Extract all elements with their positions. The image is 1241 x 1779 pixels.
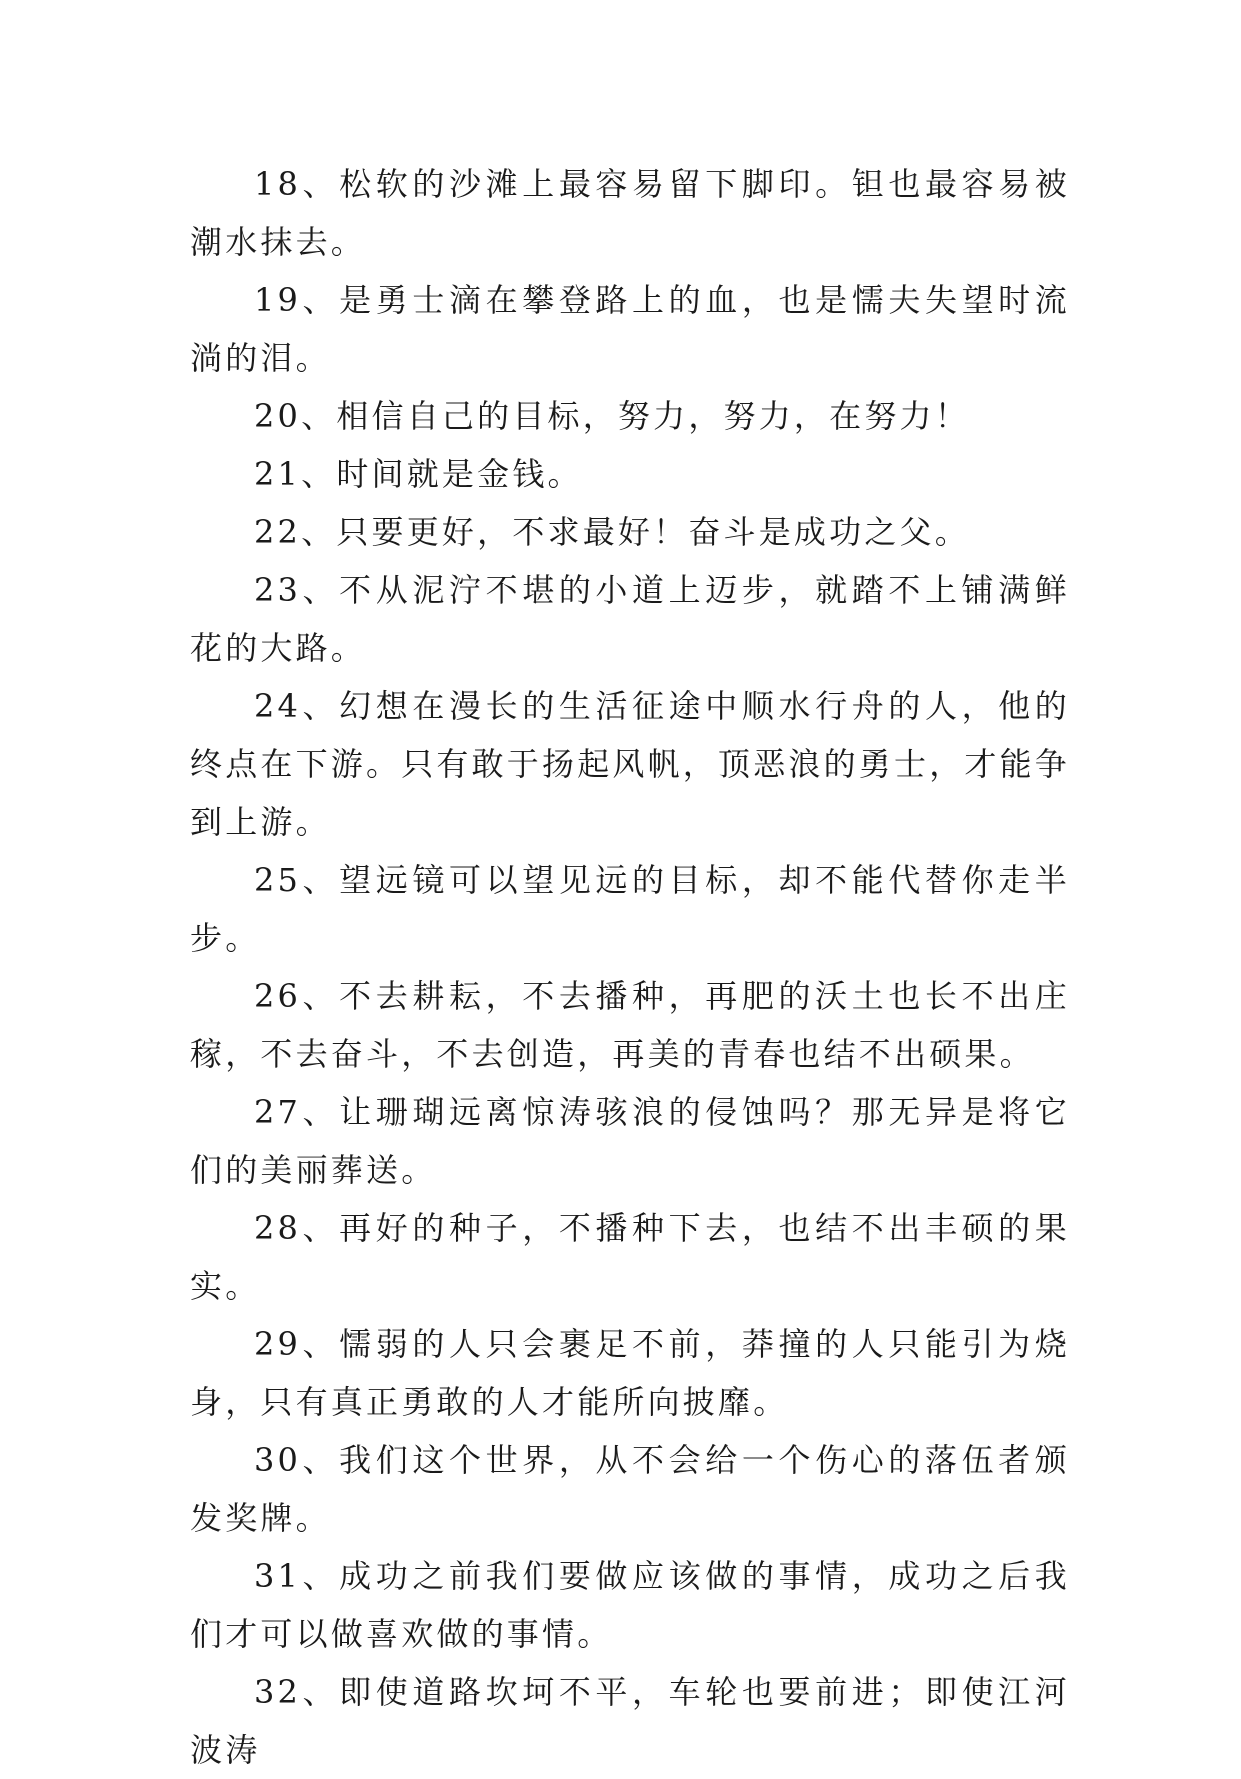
quote-paragraph-30: 30、我们这个世界，从不会给一个伤心的落伍者颁发奖牌。 [190,1441,1070,1537]
quote-paragraph-22: 22、只要更好，不求最好！奋斗是成功之父。 [254,513,970,551]
quote-paragraph-25: 25、望远镜可以望见远的目标，却不能代替你走半步。 [190,861,1070,957]
quote-paragraph-27: 27、让珊瑚远离惊涛骇浪的侵蚀吗？那无异是将它们的美丽葬送。 [190,1093,1070,1189]
quote-paragraph-20: 20、相信自己的目标，努力，努力，在努力！ [254,397,970,435]
document-body [190,155,1070,1779]
quote-paragraph-29: 29、懦弱的人只会裹足不前，莽撞的人只能引为烧身，只有真正勇敢的人才能所向披靡。 [190,1325,1070,1421]
quote-paragraph-21: 21、时间就是金钱。 [254,455,583,493]
quote-paragraph-18: 18、松软的沙滩上最容易留下脚印。钽也最容易被潮水抹去。 [190,165,1070,261]
quote-paragraph-26: 26、不去耕耘，不去播种，再肥的沃土也长不出庄稼，不去奋斗，不去创造，再美的青春也结不出硕果。 [190,977,1070,1073]
quote-paragraph-23: 23、不从泥泞不堪的小道上迈步，就踏不上铺满鲜花的大路。 [190,571,1070,667]
quote-paragraph-31: 31、成功之前我们要做应该做的事情，成功之后我们才可以做喜欢做的事情。 [190,1557,1070,1653]
quote-paragraph-28: 28、再好的种子，不播种下去，也结不出丰硕的果实。 [190,1209,1070,1305]
quote-paragraph-19: 19、是勇士滴在攀登路上的血，也是懦夫失望时流淌的泪。 [190,281,1070,377]
quote-paragraph-24: 24、幻想在漫长的生活征途中顺水行舟的人，他的终点在下游。只有敢于扬起风帆，顶恶浪的勇士，才能争到上游。 [190,687,1071,841]
quote-paragraph-32: 32、即使道路坎坷不平，车轮也要前进；即使江河波涛 [190,1673,1070,1769]
